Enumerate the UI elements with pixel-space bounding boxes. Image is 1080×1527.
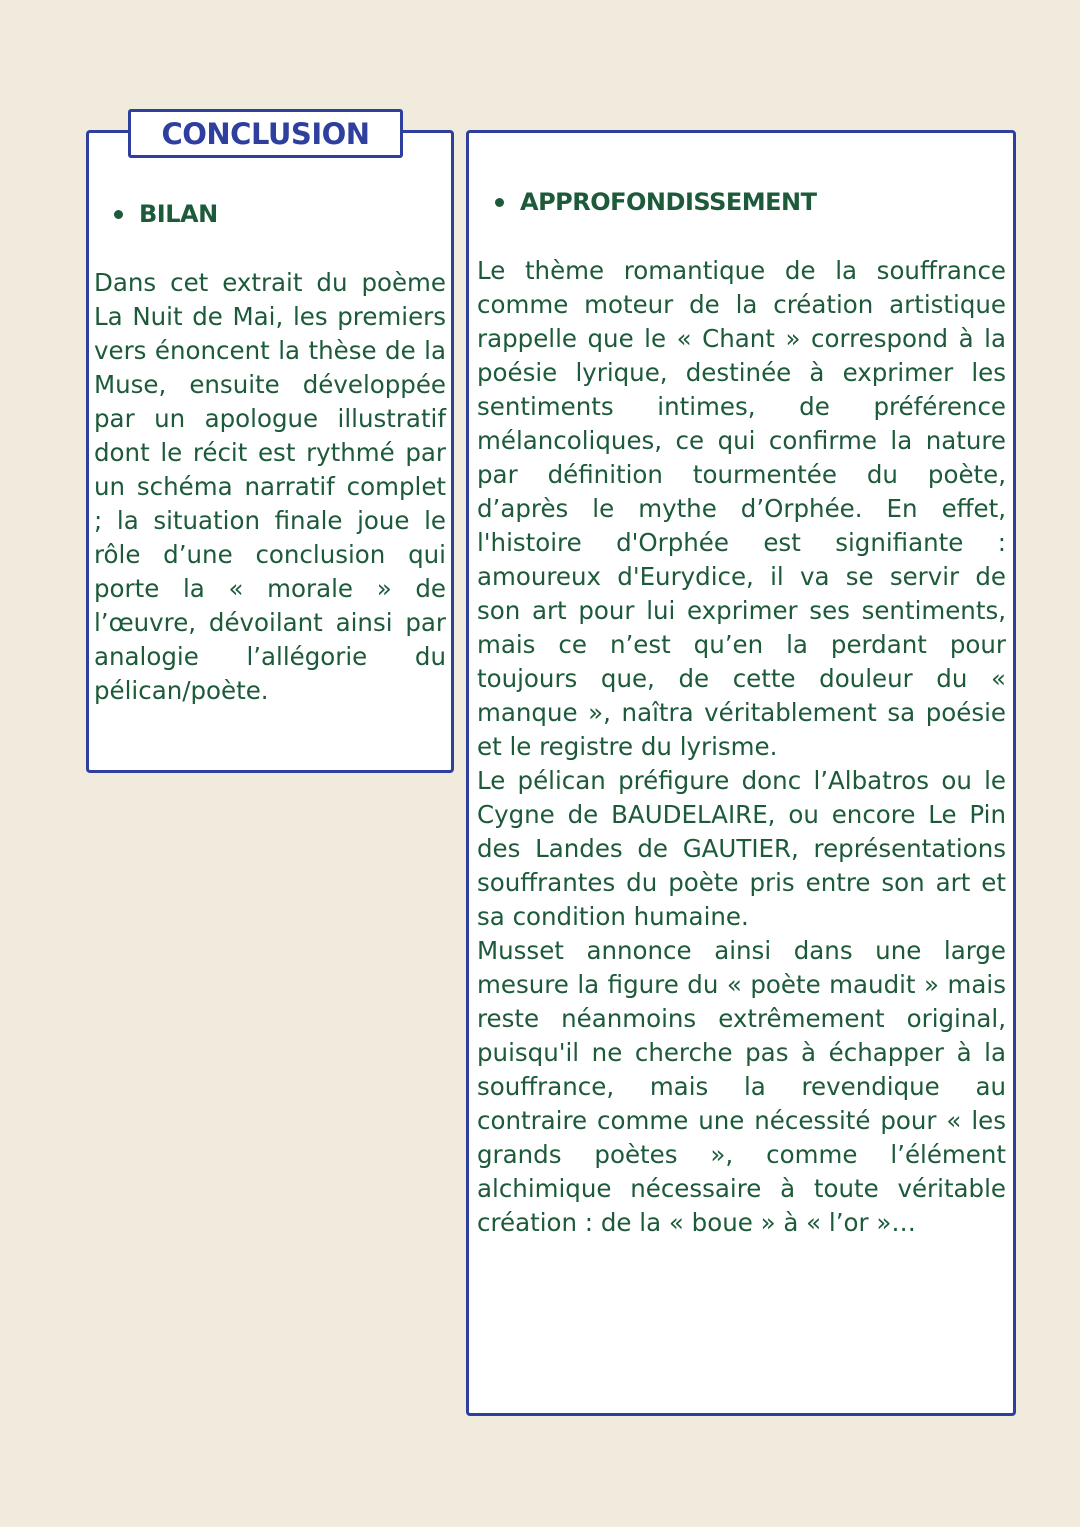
bullet-icon — [495, 198, 504, 207]
approfondissement-paragraph-2: Le pélican préfigure donc l’Albatros ou le Cygne de BAUDELAIRE, ou encore Le Pin des Landes de GAUTIER, représentations souffrantes du poète pris entre son art et sa condition humaine. — [477, 766, 1006, 931]
bilan-paragraph: Dans cet extrait du poème La Nuit de Mai, les premiers vers énoncent la thèse de la Muse, ensuite développée par un apologue illustratif dont le récit est rythmé par un schéma narratif complet ; la situation finale joue le rôle d’une conclusion qui porte la « morale » de l’œuvre, dévoilant ainsi par analogie l’allégorie du pélican/poète. — [94, 268, 446, 705]
page-title: CONCLUSION — [128, 109, 403, 158]
bilan-text — [94, 266, 446, 708]
approfondissement-paragraph-1: Le thème romantique de la souffrance comme moteur de la création artistique rappelle que le « Chant » correspond à la poésie lyrique, destinée à exprimer les sentiments intimes, de préférence mélancoliques, ce qui confirme la nature par définition tourmentée du poète, d’après le mythe d’Orphée. En effet, l'histoire d'Orphée est signifiante : amoureux d'Eurydice, il va se servir de son art pour lui exprimer ses sentiments, mais ce n’est qu’en la perdant pour toujours que, de cette douleur du « manque », naîtra véritablement sa poésie et le registre du lyrisme. — [477, 256, 1006, 761]
approfondissement-heading-label: APPROFONDISSEMENT — [520, 188, 817, 216]
approfondissement-paragraph-3: Musset annonce ainsi dans une large mesure la figure du « poète maudit » mais reste néanmoins extrêmement original, puisqu'il ne cherche pas à échapper à la souffrance, mais la revendique au contraire comme une nécessité pour « les grands poètes », comme l’élément alchimique nécessaire à toute véritable création : de la « boue » à « l’or »… — [477, 936, 1006, 1237]
bilan-heading — [114, 200, 218, 228]
bilan-heading-label: BILAN — [139, 200, 218, 228]
approfondissement-text — [477, 254, 1006, 1240]
approfondissement-heading — [495, 188, 817, 216]
bullet-icon — [114, 210, 123, 219]
